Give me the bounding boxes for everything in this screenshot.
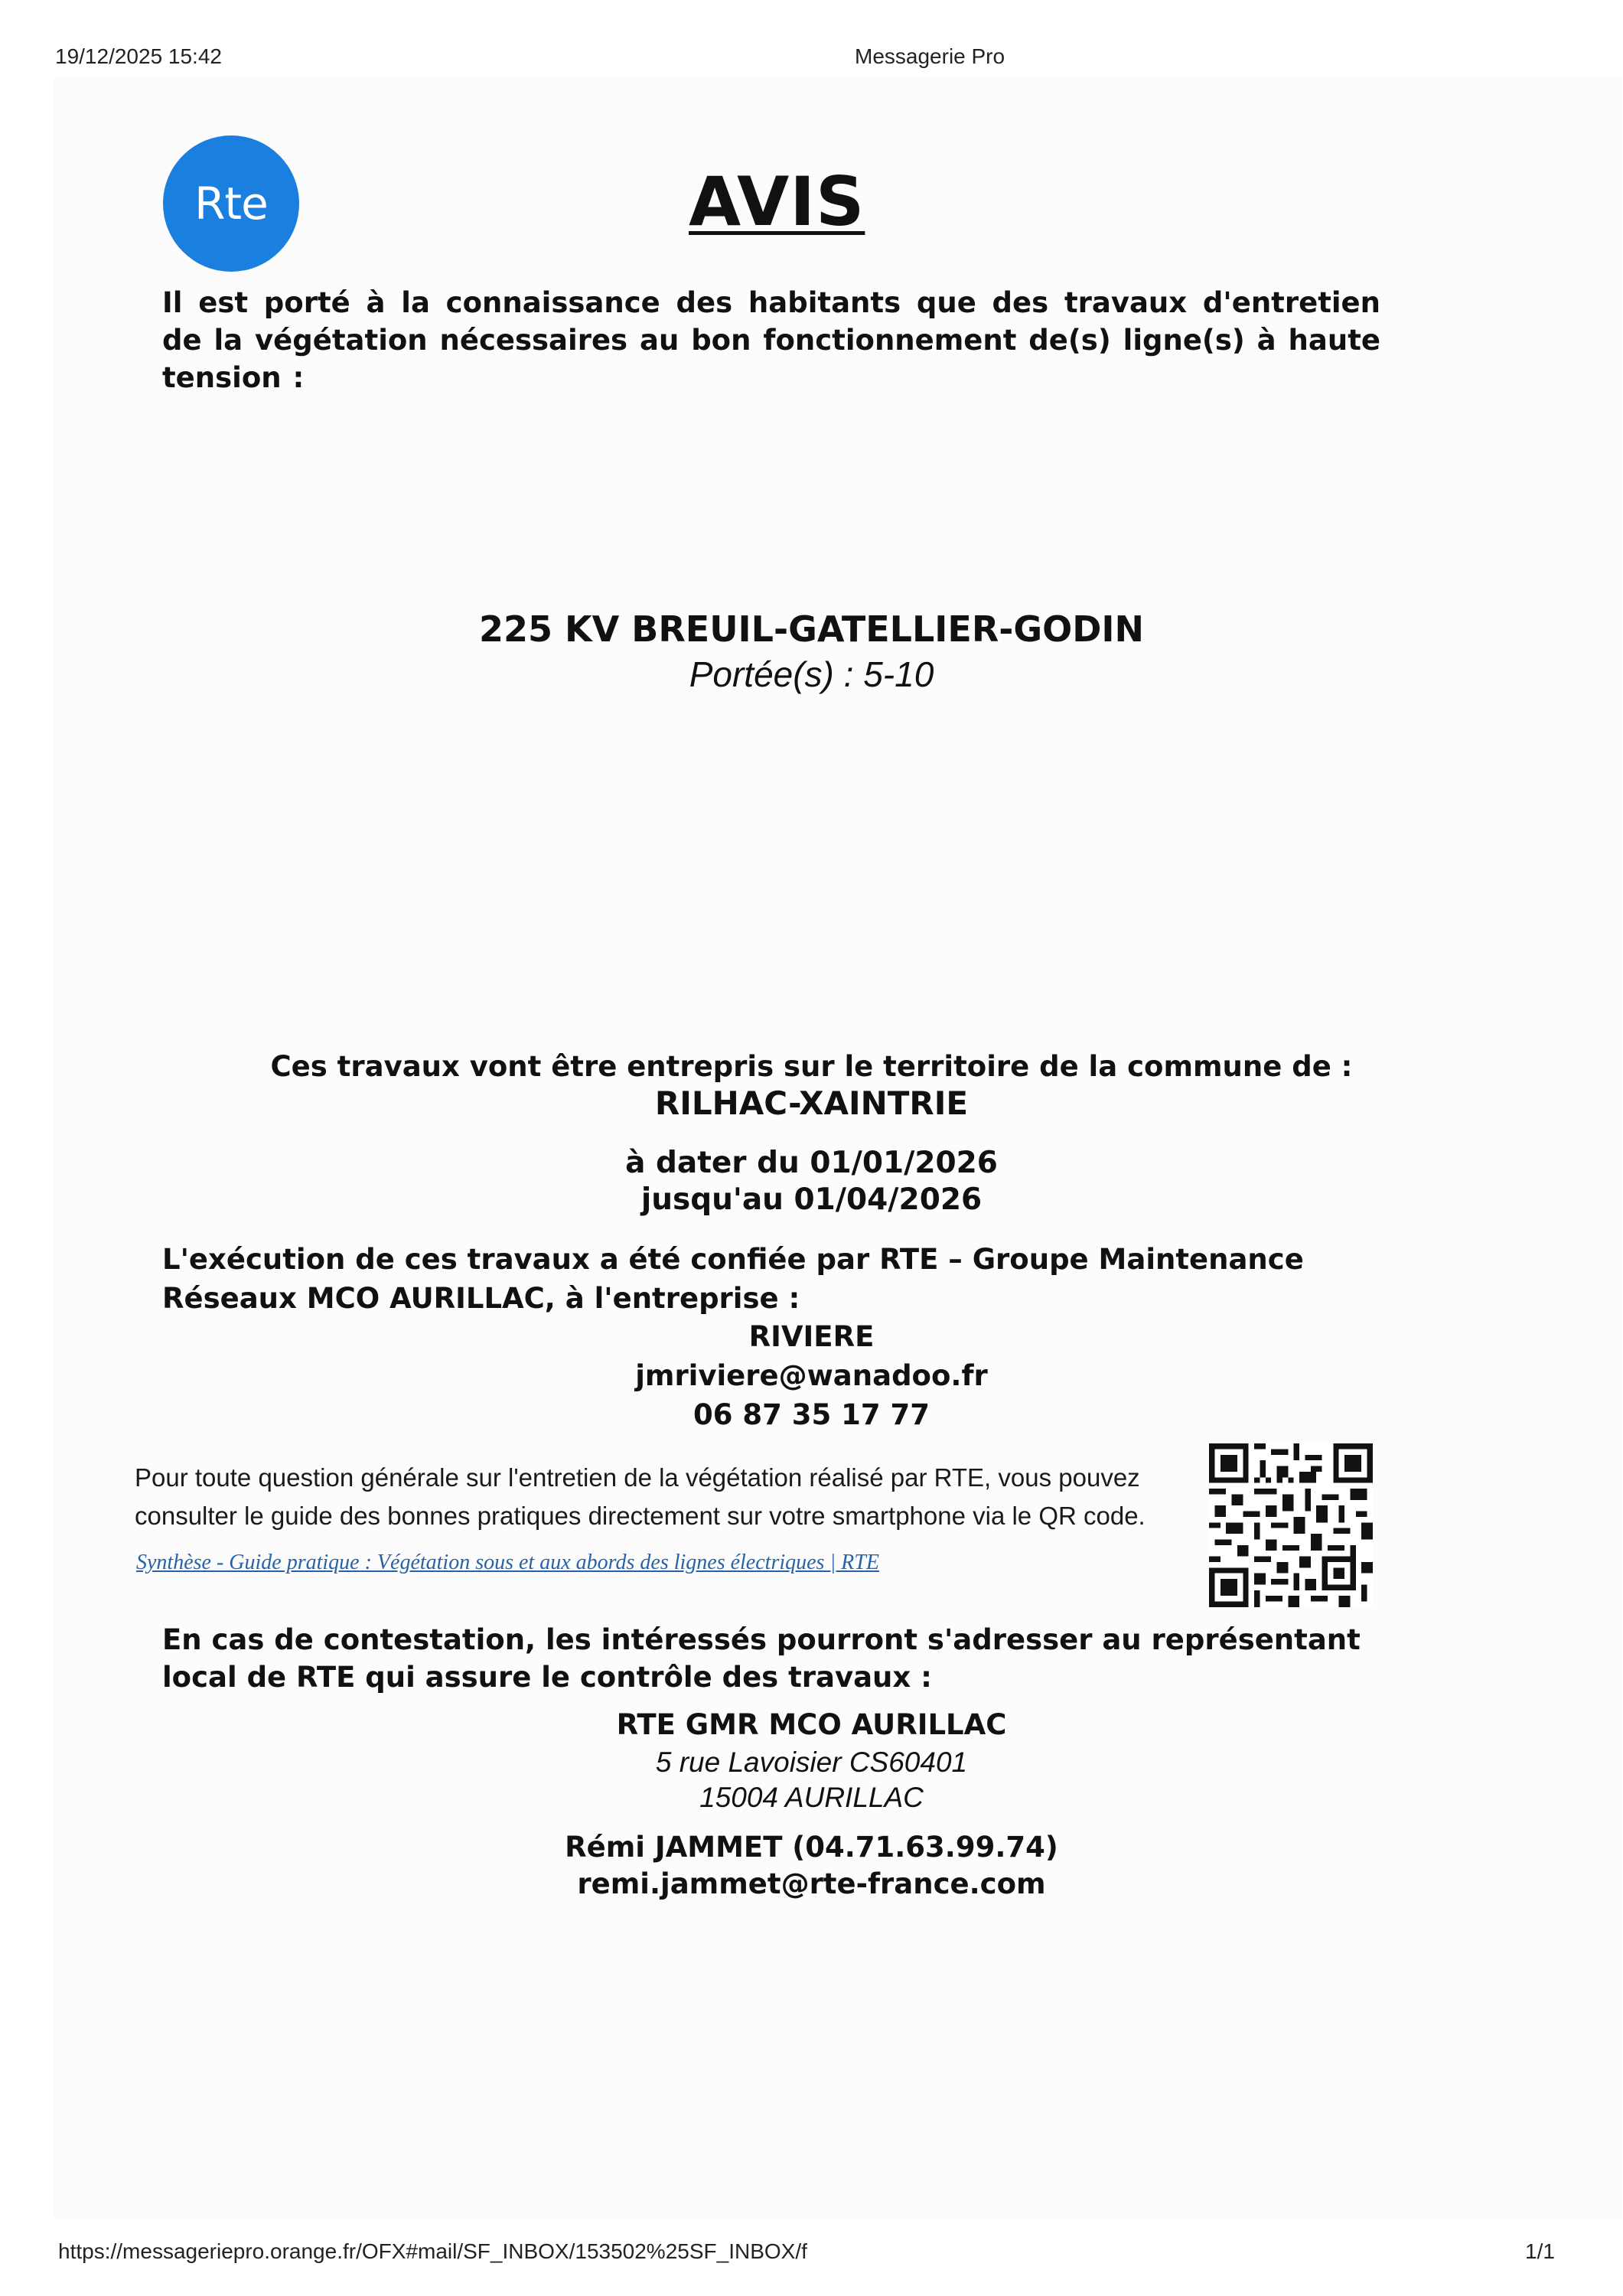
contestation-statement: En cas de contestation, les intéressés pourront s'adresser au représentant local de RTE qui assure le contrôle des travaux : — [162, 1623, 1361, 1694]
print-page-title: Messagerie Pro — [855, 44, 1005, 68]
start-date: à dater du 01/01/2026 — [625, 1146, 998, 1180]
guide-description: Pour toute question générale sur l'entretien de la végétation réalisé par RTE, vous pouvez consulter le guide des bonnes pratiques directement sur votre smartphone via le QR code. — [135, 1463, 1146, 1530]
power-line-name: 225 KV BREUIL-GATELLIER-GODIN — [479, 608, 1144, 650]
notice-title: AVIS — [689, 162, 865, 241]
commune-intro: Ces travaux vont être entrepris sur le territoire de la commune de : — [270, 1050, 1353, 1083]
rte-contact-email[interactable]: remi.jammet@rte-france.com — [577, 1867, 1046, 1900]
qr-code-icon[interactable] — [1209, 1443, 1373, 1607]
print-datetime: 19/12/2025 15:42 — [55, 44, 222, 68]
rte-logo-icon — [163, 135, 299, 272]
power-line-spans: Portée(s) : 5-10 — [689, 654, 934, 694]
contractor-email[interactable]: jmriviere@wanadoo.fr — [635, 1359, 988, 1392]
end-date: jusqu'au 01/04/2026 — [640, 1182, 983, 1217]
commune-name: RILHAC-XAINTRIE — [654, 1084, 969, 1122]
rte-office-address-street: 5 rue Lavoisier CS60401 — [655, 1746, 968, 1778]
rte-office-name: RTE GMR MCO AURILLAC — [616, 1708, 1007, 1741]
print-url: https://messageriepro.orange.fr/OFX#mail/SF_INBOX/153502%25SF_INBOX/f — [58, 2239, 807, 2263]
print-page-number: 1/1 — [1525, 2239, 1555, 2263]
rte-contact-person: Rémi JAMMET (04.71.63.99.74) — [565, 1831, 1058, 1864]
contractor-name: RIVIERE — [748, 1320, 875, 1353]
execution-statement: L'exécution de ces travaux a été confiée par RTE – Groupe Maintenance Réseaux MCO AURILLAC, à l'entreprise : — [162, 1243, 1304, 1315]
notice-intro: Il est porté à la connaissance des habitants que des travaux d'entretien de la végétation nécessaires au bon fonctionnement de(s) ligne(s) à haute tension : — [162, 286, 1380, 394]
guide-link[interactable]: Synthèse - Guide pratique : Végétation sous et aux abords des lignes électriques | RTE — [136, 1551, 879, 1574]
contractor-phone: 06 87 35 17 77 — [693, 1398, 930, 1431]
logo-text: Rte — [194, 178, 268, 230]
rte-office-address-city: 15004 AURILLAC — [699, 1782, 924, 1813]
